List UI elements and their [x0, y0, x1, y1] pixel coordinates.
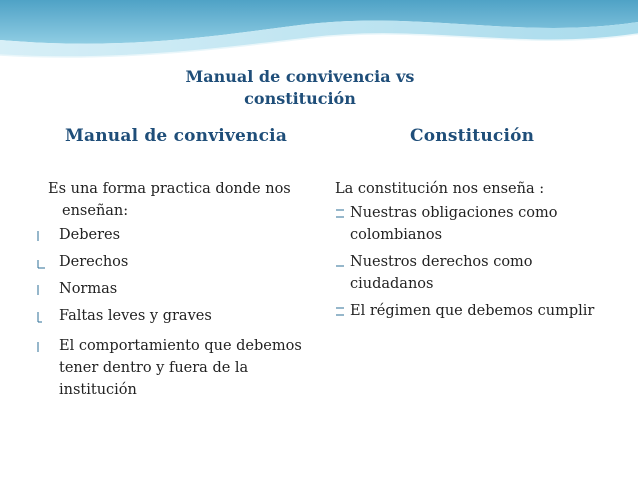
left-intro-text: Es una forma practica donde nos enseñan: [48, 181, 291, 219]
right-intro-text: La constitución nos enseña : [335, 181, 545, 197]
list-item [44, 278, 314, 300]
bullet-bar-icon [36, 230, 46, 242]
title-line-1: Manual de convivencia vs [185, 67, 415, 86]
bullet-bar-icon [36, 257, 46, 269]
list-item-text: Deberes [59, 227, 121, 243]
bullet-dash-icon [335, 306, 345, 316]
slide-title [150, 66, 450, 110]
bullet-bar-icon [36, 284, 46, 296]
bullet-bar-icon [36, 311, 46, 323]
bullet-bar-icon [36, 341, 46, 353]
list-item-text: Nuestros derechos como ciudadanos [350, 254, 533, 292]
left-column-heading: Manual de convivencia [65, 126, 288, 146]
list-item [44, 305, 314, 327]
left-intro [44, 178, 314, 222]
list-item [44, 335, 314, 401]
list-item [335, 300, 605, 322]
bullet-dash-icon [335, 208, 345, 218]
list-item [44, 251, 314, 273]
right-column [335, 178, 605, 327]
bullet-dash-icon [335, 257, 345, 267]
list-item [335, 251, 605, 295]
right-column-heading: Constitución [410, 126, 535, 146]
decorative-banner [0, 0, 638, 60]
list-item [335, 202, 605, 246]
list-item-text: Nuestras obligaciones como colombianos [350, 205, 558, 243]
list-item-text: Derechos [59, 254, 129, 270]
list-item-text: El régimen que debemos cumplir [350, 303, 595, 319]
list-item-text: El comportamiento que debemos tener dentro y fuera de la institución [59, 338, 302, 398]
left-column [44, 178, 314, 406]
list-item-text: Normas [59, 281, 118, 297]
list-item-text: Faltas leves y graves [59, 308, 212, 324]
title-line-2: constitución [244, 89, 356, 108]
list-item [44, 224, 314, 246]
right-intro [335, 178, 605, 200]
